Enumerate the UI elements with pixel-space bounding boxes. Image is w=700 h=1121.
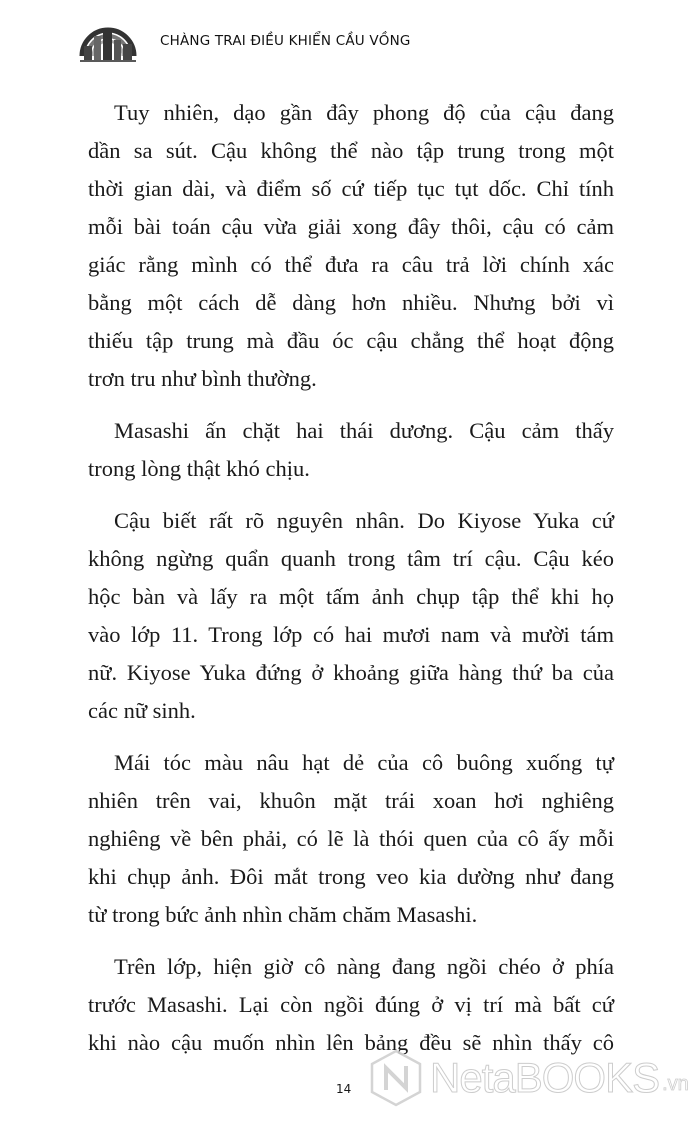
- netabooks-logo-icon: [368, 1048, 424, 1108]
- text-line: thời gian dài, và điểm số cứ tiếp tục tụt dốc. Chỉ tính: [88, 176, 614, 201]
- text-line: vào lớp 11. Trong lớp có hai mươi nam và mười tám: [88, 622, 614, 647]
- text-line: dần sa sút. Cậu không thể nào tập trung trong một: [88, 138, 614, 163]
- text-line: các nữ sinh.: [88, 698, 196, 723]
- text-line: nhiên trên vai, khuôn mặt trái xoan hơi nghiêng: [88, 788, 614, 813]
- paragraph: [88, 412, 614, 488]
- book-title: CHÀNG TRAI ĐIỀU KHIỂN CẦU VỒNG: [160, 33, 411, 49]
- text-line: Masashi ấn chặt hai thái dương. Cậu cảm thấy: [114, 418, 614, 443]
- paragraph: [88, 94, 614, 398]
- text-line: nữ. Kiyose Yuka đứng ở khoảng giữa hàng thứ ba của: [88, 660, 614, 685]
- text-line: Tuy nhiên, dạo gần đây phong độ của cậu đang: [114, 100, 614, 125]
- paragraph: [88, 502, 614, 730]
- paragraph: [88, 744, 614, 934]
- text-line: Mái tóc màu nâu hạt dẻ của cô buông xuống tự: [114, 750, 614, 775]
- text-line: Cậu biết rất rõ nguyên nhân. Do Kiyose Yuka cứ: [114, 508, 614, 533]
- watermark-brand: NetaBOOKS: [430, 1054, 660, 1101]
- text-line: giác rằng mình có thể đưa ra câu trả lời chính xác: [88, 252, 614, 277]
- text-line: hộc bàn và lấy ra một tấm ảnh chụp tập thể khi họ: [88, 584, 614, 609]
- page-body: [88, 94, 614, 1076]
- text-line: mỗi bài toán cậu vừa giải xong đây thôi, cậu có cảm: [88, 214, 614, 239]
- rainbow-city-logo-icon: [78, 10, 138, 66]
- netabooks-watermark: [368, 1048, 689, 1108]
- paragraph: [88, 948, 614, 1062]
- text-line: trơn tru như bình thường.: [88, 366, 317, 391]
- text-line: trong lòng thật khó chịu.: [88, 456, 310, 481]
- text-line: không ngừng quẩn quanh trong tâm trí cậu. Cậu kéo: [88, 546, 614, 571]
- text-line: Trên lớp, hiện giờ cô nàng đang ngồi chéo ở phía: [114, 954, 614, 979]
- text-line: bằng một cách dễ dàng hơn nhiều. Nhưng bởi vì: [88, 290, 614, 315]
- text-line: khi nào cậu muốn nhìn lên bảng đều sẽ nhìn thấy cô: [88, 1030, 614, 1055]
- text-line: thiếu tập trung mà đầu óc cậu chẳng thể hoạt động: [88, 328, 614, 353]
- running-header: [78, 8, 411, 68]
- watermark-suffix: .vn: [662, 1072, 689, 1095]
- text-line: khi chụp ảnh. Đôi mắt trong veo kia dường như đang: [88, 864, 614, 889]
- text-line: trước Masashi. Lại còn ngồi đúng ở vị trí mà bất cứ: [88, 992, 614, 1017]
- page-number: 14: [336, 1082, 352, 1096]
- text-line: nghiêng về bên phải, có lẽ là thói quen của cô ấy mỗi: [88, 826, 614, 851]
- text-line: từ trong bức ảnh nhìn chăm chăm Masashi.: [88, 902, 478, 927]
